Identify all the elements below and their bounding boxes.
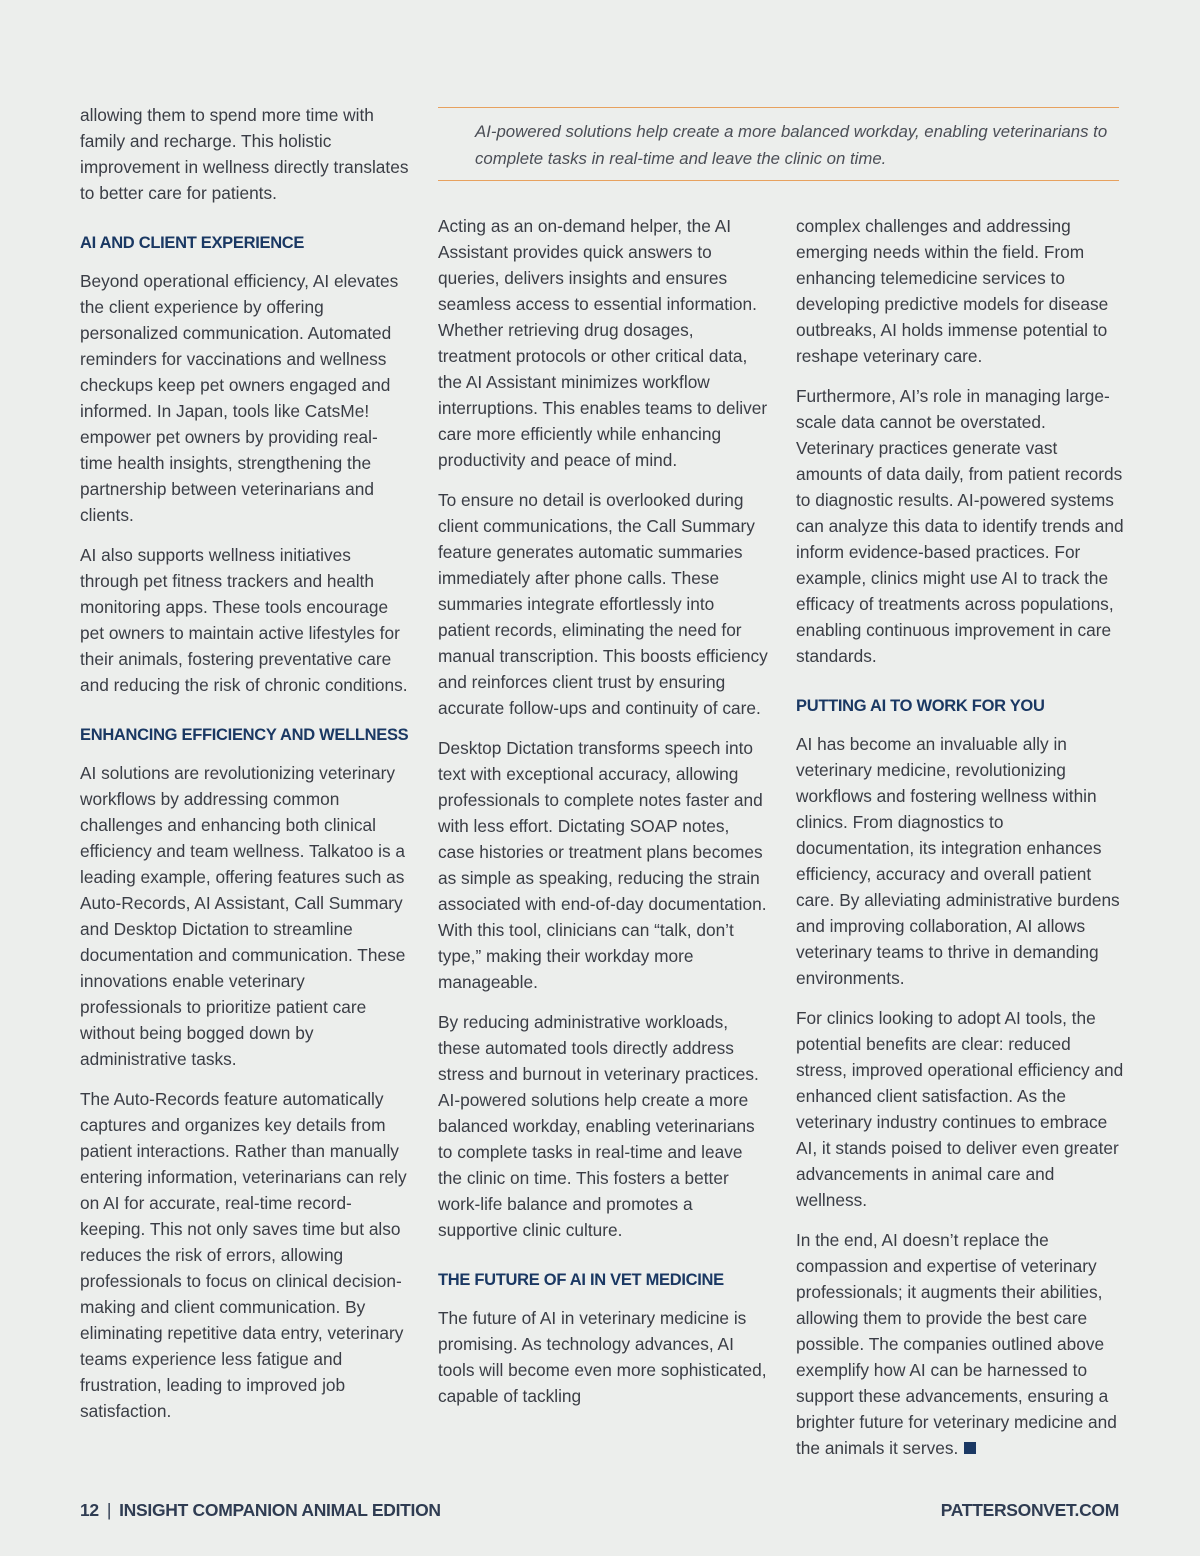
pull-quote	[438, 107, 1119, 181]
paragraph-conclusion	[796, 1227, 1126, 1461]
paragraph-adopt-ai-tools: For clinics looking to adopt AI tools, the potential benefits are clear: reduced stress, improved operational efficiency and enhanced client satisfaction. As the veterinary industry continues to embrace AI, it stands poised to deliver even greater advancements in animal care and wellness.	[796, 1008, 1124, 1210]
heading-enhancing-efficiency: ENHANCING EFFICIENCY AND WELLNESS	[80, 726, 409, 744]
end-mark-icon	[964, 1442, 976, 1454]
publication-title: INSIGHT COMPANION ANIMAL EDITION	[119, 1500, 441, 1520]
paragraph-future: The future of AI in veterinary medicine is promising. As technology advances, AI tools will become even more sophisticated, capable of tackling	[438, 1308, 767, 1406]
heading-ai-client-experience: AI AND CLIENT EXPERIENCE	[80, 234, 305, 252]
paragraph-desktop-dictation: Desktop Dictation transforms speech into text with exceptional accuracy, allowing professionals to complete notes faster and with less effort. Dictating SOAP notes, case histories or treatment plans becomes as simple as speaking, reducing the strain associated with end-of-day documentation. With this tool, clinicians can “talk, don’t type,” making their workday more manageable.	[438, 738, 767, 992]
paragraph-efficiency-2: The Auto-Records feature automatically captures and organizes key details from patient interactions. Rather than manually entering information, veterinarians can rely on AI for accurate, real-time record-keeping. This not only saves time but also reduces the risk of errors, allowing professionals to focus on clinical decision-making and client communication. By eliminating repetitive data entry, veterinary teams experience less fatigue and frustration, leading to improved job satisfaction.	[80, 1089, 407, 1421]
paragraph-intro-continued: allowing them to spend more time with family and recharge. This holistic improvement in wellness directly translates to better care for patients.	[80, 105, 409, 203]
paragraph-conclusion-text: In the end, AI doesn’t replace the compassion and expertise of veterinary professionals; it augments their abilities, allowing them to provide the best care possible. The companies outlined above exemplify how AI can be harnessed to support these advancements, ensuring a brighter future for veterinary medicine and the animals it serves.	[796, 1230, 1117, 1458]
article-column-2	[438, 213, 768, 1423]
paragraph-client-experience-1: Beyond operational efficiency, AI elevates the client experience by offering personalized communication. Automated reminders for vaccinations and wellness checkups keep pet owners engaged and informed. In Japan, tools like CatsMe! empower pet owners by providing real-time health insights, strengthening the partnership between veterinarians and clients.	[80, 271, 399, 525]
heading-future-of-ai: THE FUTURE OF AI IN VET MEDICINE	[438, 1271, 724, 1289]
footer-left	[80, 1500, 441, 1521]
page-number: 12	[80, 1500, 99, 1520]
paragraph-call-summary: To ensure no detail is overlooked during client communications, the Call Summary feature generates automatic summaries immediately after phone calls. These summaries integrate effortlessly into patient records, eliminating the need for manual transcription. This boosts efficiency and reinforces client trust by ensuring accurate follow-ups and continuity of care.	[438, 490, 768, 718]
paragraph-large-scale-data: Furthermore, AI’s role in managing large-scale data cannot be overstated. Veterinary practices generate vast amounts of data daily, from patient records to diagnostic results. AI-powered systems can analyze this data to identify trends and inform evidence-based practices. For example, clinics might use AI to track the efficacy of treatments across populations, enabling continuous improvement in care standards.	[796, 386, 1124, 666]
paragraph-complex-challenges: complex challenges and addressing emerging needs within the field. From enhancing telemedicine services to developing predictive models for disease outbreaks, AI holds immense potential to reshape veterinary care.	[796, 216, 1109, 366]
paragraph-invaluable-ally: AI has become an invaluable ally in veterinary medicine, revolutionizing workflows and fostering wellness within clinics. From diagnostics to documentation, its integration enhances efficiency, accuracy and overall patient care. By alleviating administrative burdens and improving collaboration, AI allows veterinary teams to thrive in demanding environments.	[796, 734, 1120, 988]
paragraph-ai-assistant: Acting as an on-demand helper, the AI Assistant provides quick answers to queries, delivers insights and ensures seamless access to essential information. Whether retrieving drug dosages, treatment protocols or other critical data, the AI Assistant minimizes workflow interruptions. This enables teams to deliver care more efficiently while enhancing productivity and peace of mind.	[438, 216, 768, 470]
article-column-3	[796, 213, 1126, 1475]
footer-separator: |	[106, 1500, 112, 1520]
website-link[interactable]: PATTERSONVET.COM	[940, 1500, 1119, 1520]
paragraph-client-experience-2: AI also supports wellness initiatives through pet fitness trackers and health monitoring apps. These tools encourage pet owners to maintain active lifestyles for their animals, fostering preventative care and reducing the risk of chronic conditions.	[80, 545, 408, 695]
heading-putting-ai-to-work: PUTTING AI TO WORK FOR YOU	[796, 697, 1045, 715]
article-column-1	[80, 102, 410, 1438]
paragraph-reducing-workloads: By reducing administrative workloads, these automated tools directly address stress and burnout in veterinary practices. AI-powered solutions help create a more balanced workday, enabling veterinarians to complete tasks in real-time and leave the clinic on time. This fosters a better work-life balance and promotes a supportive clinic culture.	[438, 1012, 759, 1240]
paragraph-efficiency-1: AI solutions are revolutionizing veterinary workflows by addressing common challenges and enhancing both clinical efficiency and team wellness. Talkatoo is a leading example, offering features such as Auto-Records, AI Assistant, Call Summary and Desktop Dictation to streamline documentation and communication. These innovations enable veterinary professionals to prioritize patient care without being bogged down by administrative tasks.	[80, 763, 406, 1069]
pull-quote-text: AI-powered solutions help create a more balanced workday, enabling veterinarians to complete tasks in real-time and leave the clinic on time.	[475, 122, 1108, 168]
